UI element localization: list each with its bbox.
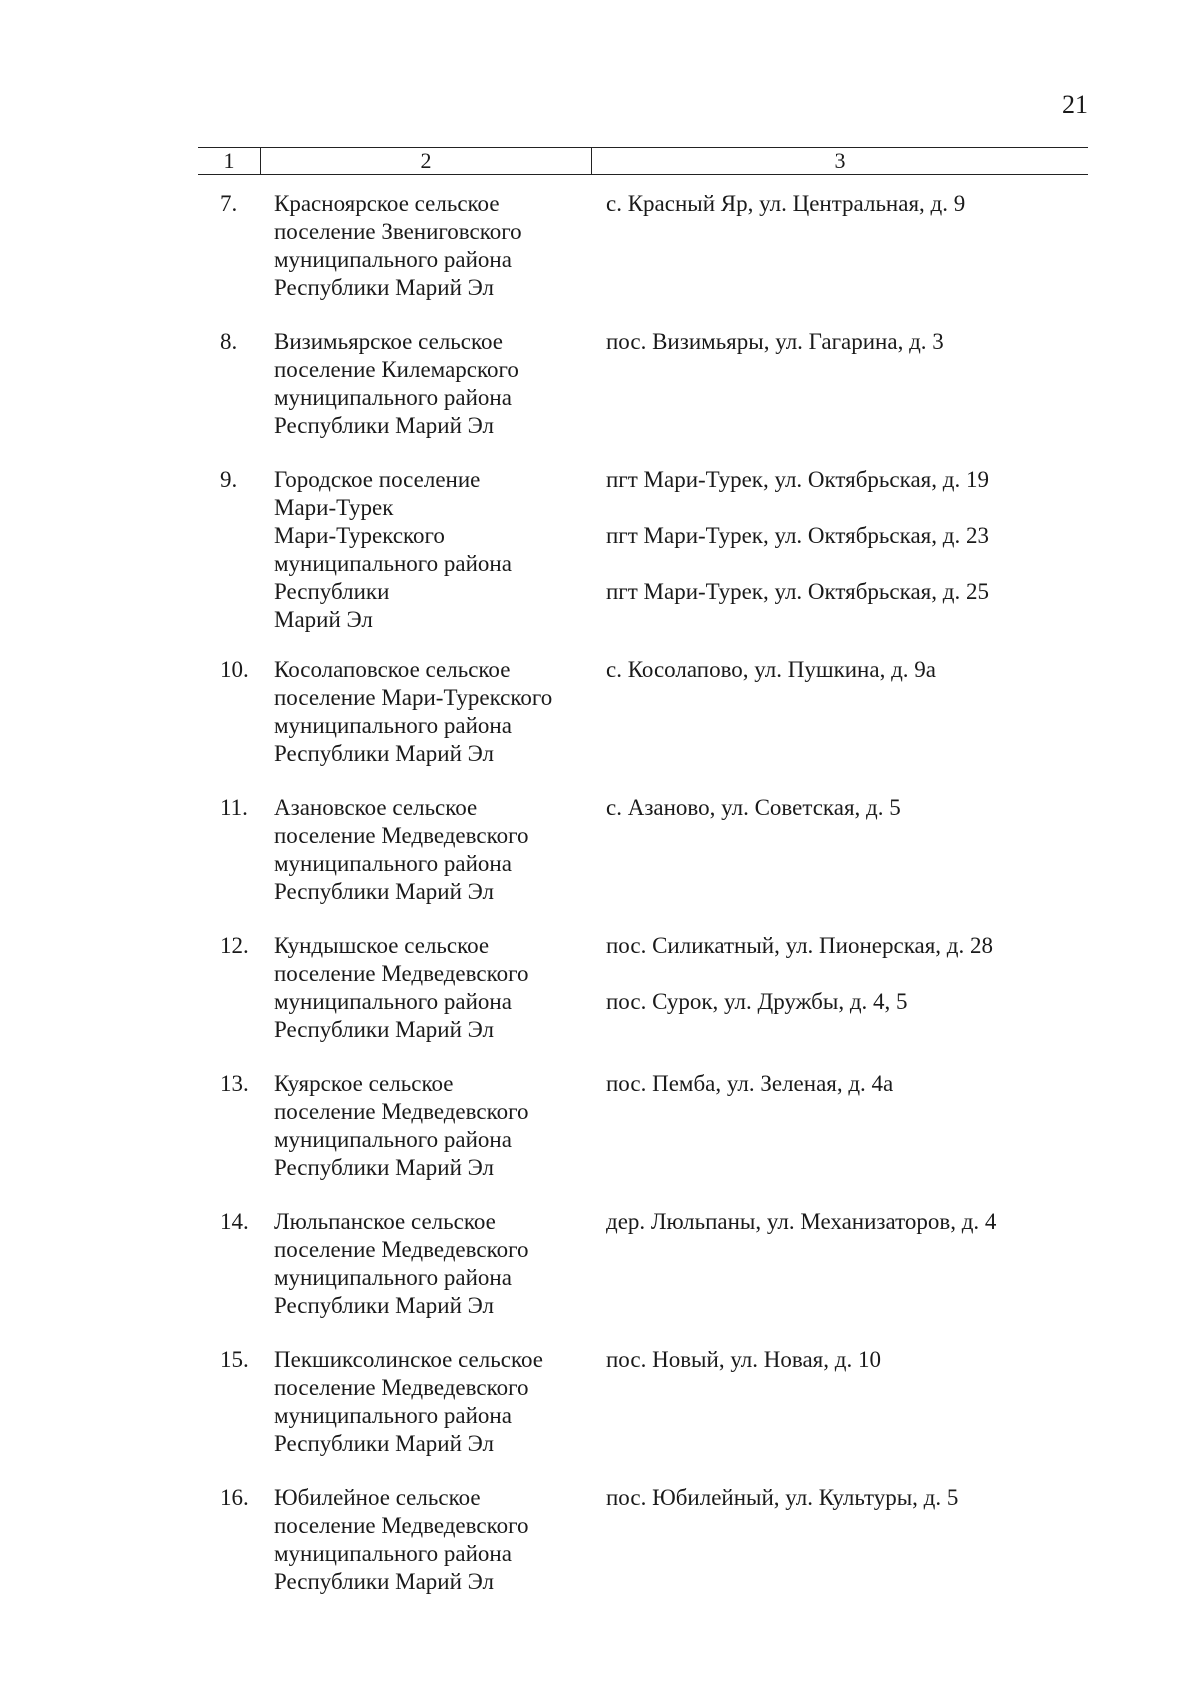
name-line: Городское поселение — [274, 467, 481, 492]
address: пос. Визимьяры, ул. Гагарина, д. 3 — [606, 329, 944, 354]
page-number: 21 — [1062, 90, 1088, 119]
address-list — [606, 1346, 1086, 1402]
name-line: муниципального района — [274, 1265, 512, 1290]
name-line: Республики Марий Эл — [274, 1155, 495, 1180]
settlement-name — [274, 466, 604, 634]
address-list — [606, 328, 1086, 384]
name-line: поселение Медведевского — [274, 1513, 529, 1538]
row-number: 9. — [220, 467, 238, 492]
address: пгт Мари-Турек, ул. Октябрьская, д. 23 — [606, 523, 989, 548]
settlement-name — [274, 656, 604, 768]
address-list — [606, 1484, 1086, 1540]
address: пос. Силикатный, ул. Пионерская, д. 28 — [606, 933, 994, 958]
row-number: 14. — [220, 1209, 249, 1234]
address: пгт Мари-Турек, ул. Октябрьская, д. 25 — [606, 579, 989, 604]
address: дер. Люльпаны, ул. Механизаторов, д. 4 — [606, 1209, 997, 1234]
name-line: поселение Мари-Турекского — [274, 685, 553, 710]
name-line: поселение Медведевского — [274, 961, 529, 986]
name-line: муниципального района — [274, 385, 512, 410]
header-col-1: 1 — [198, 148, 261, 174]
table-header — [198, 147, 1088, 175]
row-number: 16. — [220, 1485, 249, 1510]
name-line: Республики Марий Эл — [274, 741, 495, 766]
name-line: Красноярское сельское — [274, 191, 500, 216]
name-line: Республики Марий Эл — [274, 1293, 495, 1318]
settlement-name — [274, 1208, 604, 1320]
settlement-name — [274, 794, 604, 906]
name-line: поселение Килемарского — [274, 357, 519, 382]
name-line: Республики Марий Эл — [274, 879, 495, 904]
row-number: 13. — [220, 1071, 249, 1096]
name-line: Куярское сельское — [274, 1071, 454, 1096]
address-list — [606, 794, 1086, 850]
address-list — [606, 656, 1086, 712]
row-number: 11. — [220, 795, 248, 820]
name-line: поселение Медведевского — [274, 1099, 529, 1124]
address: пос. Пемба, ул. Зеленая, д. 4а — [606, 1071, 894, 1096]
row-number: 12. — [220, 933, 249, 958]
settlement-name — [274, 1346, 604, 1458]
address-list — [606, 1208, 1086, 1264]
name-line: поселение Медведевского — [274, 1237, 529, 1262]
address: пгт Мари-Турек, ул. Октябрьская, д. 19 — [606, 467, 989, 492]
name-line: поселение Звениговского — [274, 219, 522, 244]
header-col-3: 3 — [834, 148, 846, 173]
name-line: поселение Медведевского — [274, 1375, 529, 1400]
name-line: муниципального района — [274, 247, 512, 272]
name-line: Пекшиксолинское сельское — [274, 1347, 543, 1372]
name-line: Кундышское сельское — [274, 933, 490, 958]
name-line: Азановское сельское — [274, 795, 478, 820]
name-line: муниципального района — [274, 1127, 512, 1152]
address: пос. Сурок, ул. Дружбы, д. 4, 5 — [606, 989, 908, 1014]
address: пос. Новый, ул. Новая, д. 10 — [606, 1347, 881, 1372]
name-line: муниципального района — [274, 1403, 512, 1428]
name-line: Люльпанское сельское — [274, 1209, 496, 1234]
address: с. Азаново, ул. Советская, д. 5 — [606, 795, 901, 820]
address-list — [606, 190, 1086, 246]
row-number: 15. — [220, 1347, 249, 1372]
name-line: Марий Эл — [274, 607, 373, 632]
name-line: Республики Марий Эл — [274, 1569, 495, 1594]
name-line: муниципального района — [274, 851, 512, 876]
row-number: 10. — [220, 657, 249, 682]
name-line: Республики Марий Эл — [274, 1017, 495, 1042]
address-list — [606, 1070, 1086, 1126]
name-line: Мари-Турекского — [274, 523, 445, 548]
address-list — [606, 932, 1086, 1044]
settlement-name — [274, 328, 604, 440]
name-line: Юбилейное сельское — [274, 1485, 481, 1510]
name-line: муниципального района — [274, 1541, 512, 1566]
name-line: Косолаповское сельское — [274, 657, 511, 682]
header-col-2: 2 — [261, 148, 592, 174]
name-line: Визимьярское сельское — [274, 329, 503, 354]
address-list — [606, 466, 1086, 634]
settlement-name — [274, 1484, 604, 1596]
name-line: Республики — [274, 579, 390, 604]
address: с. Красный Яр, ул. Центральная, д. 9 — [606, 191, 966, 216]
name-line: муниципального района — [274, 551, 512, 576]
row-number: 8. — [220, 329, 238, 354]
name-line: Республики Марий Эл — [274, 413, 495, 438]
settlement-name — [274, 1070, 604, 1182]
address: пос. Юбилейный, ул. Культуры, д. 5 — [606, 1485, 959, 1510]
settlement-name — [274, 190, 604, 302]
settlement-name — [274, 932, 604, 1044]
name-line: Республики Марий Эл — [274, 275, 495, 300]
name-line: Мари-Турек — [274, 495, 394, 520]
name-line: поселение Медведевского — [274, 823, 529, 848]
name-line: муниципального района — [274, 989, 512, 1014]
address: с. Косолапово, ул. Пушкина, д. 9а — [606, 657, 936, 682]
name-line: Республики Марий Эл — [274, 1431, 495, 1456]
name-line: муниципального района — [274, 713, 512, 738]
row-number: 7. — [220, 191, 238, 216]
